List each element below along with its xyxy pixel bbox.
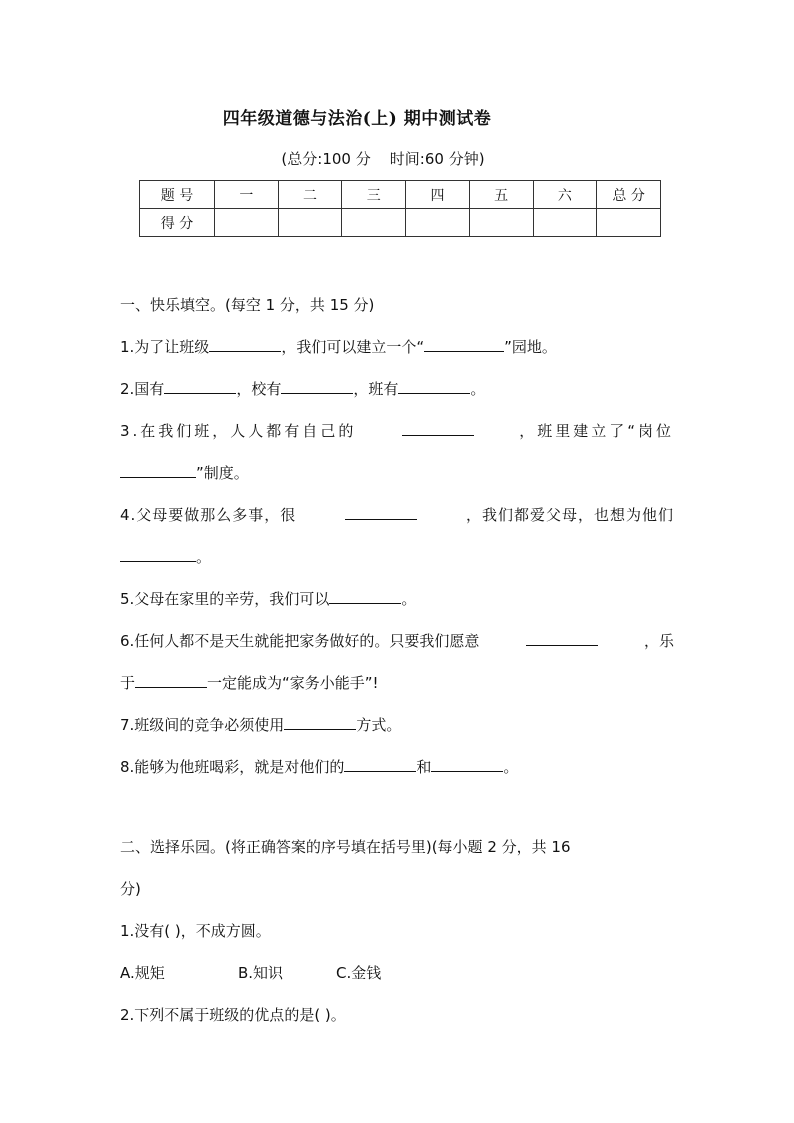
answer-blank[interactable]: [431, 756, 503, 772]
score-cell[interactable]: [469, 209, 533, 237]
score-cell[interactable]: [215, 209, 279, 237]
section1-heading: 一、快乐填空。(每空 1 分，共 15 分): [120, 296, 375, 314]
question-text: ，我们可以建立一个“: [281, 338, 425, 356]
score-cell[interactable]: [597, 209, 661, 237]
question-text: ，班有: [353, 380, 399, 398]
question-text: 1.为了让班级: [120, 338, 210, 356]
question-1-3: [120, 420, 674, 441]
question-1-1: [120, 336, 557, 357]
answer-blank[interactable]: [281, 378, 353, 394]
score-table-header-cell: 题 号: [140, 181, 215, 209]
question-text: 一定能成为“家务小能手”!: [207, 674, 379, 692]
question-text: 7.班级间的竞争必须使用: [120, 716, 285, 734]
section2-heading: 二、选择乐园。(将正确答案的序号填在括号里)(每小题 2 分，共 16: [120, 838, 571, 856]
score-cell[interactable]: [533, 209, 597, 237]
question-text: 。: [503, 758, 519, 776]
score-table-header-row: [140, 181, 661, 209]
answer-blank[interactable]: [345, 504, 417, 520]
question-1-3-cont: [120, 462, 249, 483]
question-text: 。: [401, 590, 417, 608]
question-1-4-cont: [120, 546, 211, 567]
option-a[interactable]: A.规矩: [120, 964, 165, 982]
answer-blank[interactable]: [120, 462, 196, 478]
question-text: ，班里建立了“岗位: [519, 422, 674, 440]
question-1-2: [120, 378, 485, 399]
question-text: 8.能够为他班喝彩，就是对他们的: [120, 758, 345, 776]
score-table-score-row: [140, 209, 661, 237]
score-table-header-cell: 三: [342, 181, 406, 209]
score-table-header-cell: 一: [215, 181, 279, 209]
question-text: 。: [196, 548, 212, 566]
score-cell[interactable]: [278, 209, 342, 237]
question-text: 于: [120, 674, 136, 692]
answer-blank[interactable]: [135, 672, 207, 688]
question-1-6-cont: [120, 672, 379, 693]
question-text: ，我们都爱父母，也想为他们: [465, 506, 674, 524]
question-text: 方式。: [356, 716, 402, 734]
question-text: 4.父母要做那么多事，很: [120, 506, 297, 524]
question-1-5: [120, 588, 416, 609]
question-text: ，校有: [236, 380, 282, 398]
score-table: [139, 180, 661, 237]
score-table-header-cell: 总 分: [597, 181, 661, 209]
score-cell[interactable]: [406, 209, 470, 237]
score-table-header-cell: 六: [533, 181, 597, 209]
answer-blank[interactable]: [398, 378, 470, 394]
question-text: ”园地。: [504, 338, 557, 356]
answer-blank[interactable]: [120, 546, 196, 562]
score-table-header-cell: 四: [406, 181, 470, 209]
score-table-header-cell: 五: [469, 181, 533, 209]
question-text: 5.父母在家里的辛劳，我们可以: [120, 590, 330, 608]
question-text: 。: [470, 380, 486, 398]
question-1-8: [120, 756, 518, 777]
question-2-1: 1.没有( )，不成方圆。: [120, 922, 271, 940]
question-text: 6.任何人都不是天生就能把家务做好的。只要我们愿意: [120, 632, 480, 650]
question-text: 3.在我们班，人人都有自己的: [120, 422, 357, 440]
score-table-row-label: 得 分: [140, 209, 215, 237]
question-1-7: [120, 714, 401, 735]
answer-blank[interactable]: [329, 588, 401, 604]
option-b[interactable]: B.知识: [238, 964, 284, 982]
question-2-2: 2.下列不属于班级的优点的是( )。: [120, 1006, 346, 1024]
question-text: 和: [416, 758, 432, 776]
score-table-header-cell: 二: [278, 181, 342, 209]
section2-heading-cont: 分): [120, 880, 141, 898]
question-1-4: [120, 504, 674, 525]
answer-blank[interactable]: [284, 714, 356, 730]
answer-blank[interactable]: [164, 378, 236, 394]
question-text: 2.国有: [120, 380, 165, 398]
question-text: ”制度。: [196, 464, 249, 482]
question-text: ，乐: [643, 632, 674, 650]
answer-blank[interactable]: [209, 336, 281, 352]
answer-blank[interactable]: [526, 630, 598, 646]
question-2-1-options: [120, 962, 381, 983]
exam-subtitle: (总分:100 分 时间:60 分钟): [281, 150, 485, 168]
option-c[interactable]: C.金钱: [336, 964, 382, 982]
answer-blank[interactable]: [402, 420, 474, 436]
answer-blank[interactable]: [424, 336, 504, 352]
answer-blank[interactable]: [344, 756, 416, 772]
exam-title: 四年级道德与法治(上) 期中测试卷: [222, 109, 492, 129]
score-cell[interactable]: [342, 209, 406, 237]
question-1-6: [120, 630, 674, 651]
